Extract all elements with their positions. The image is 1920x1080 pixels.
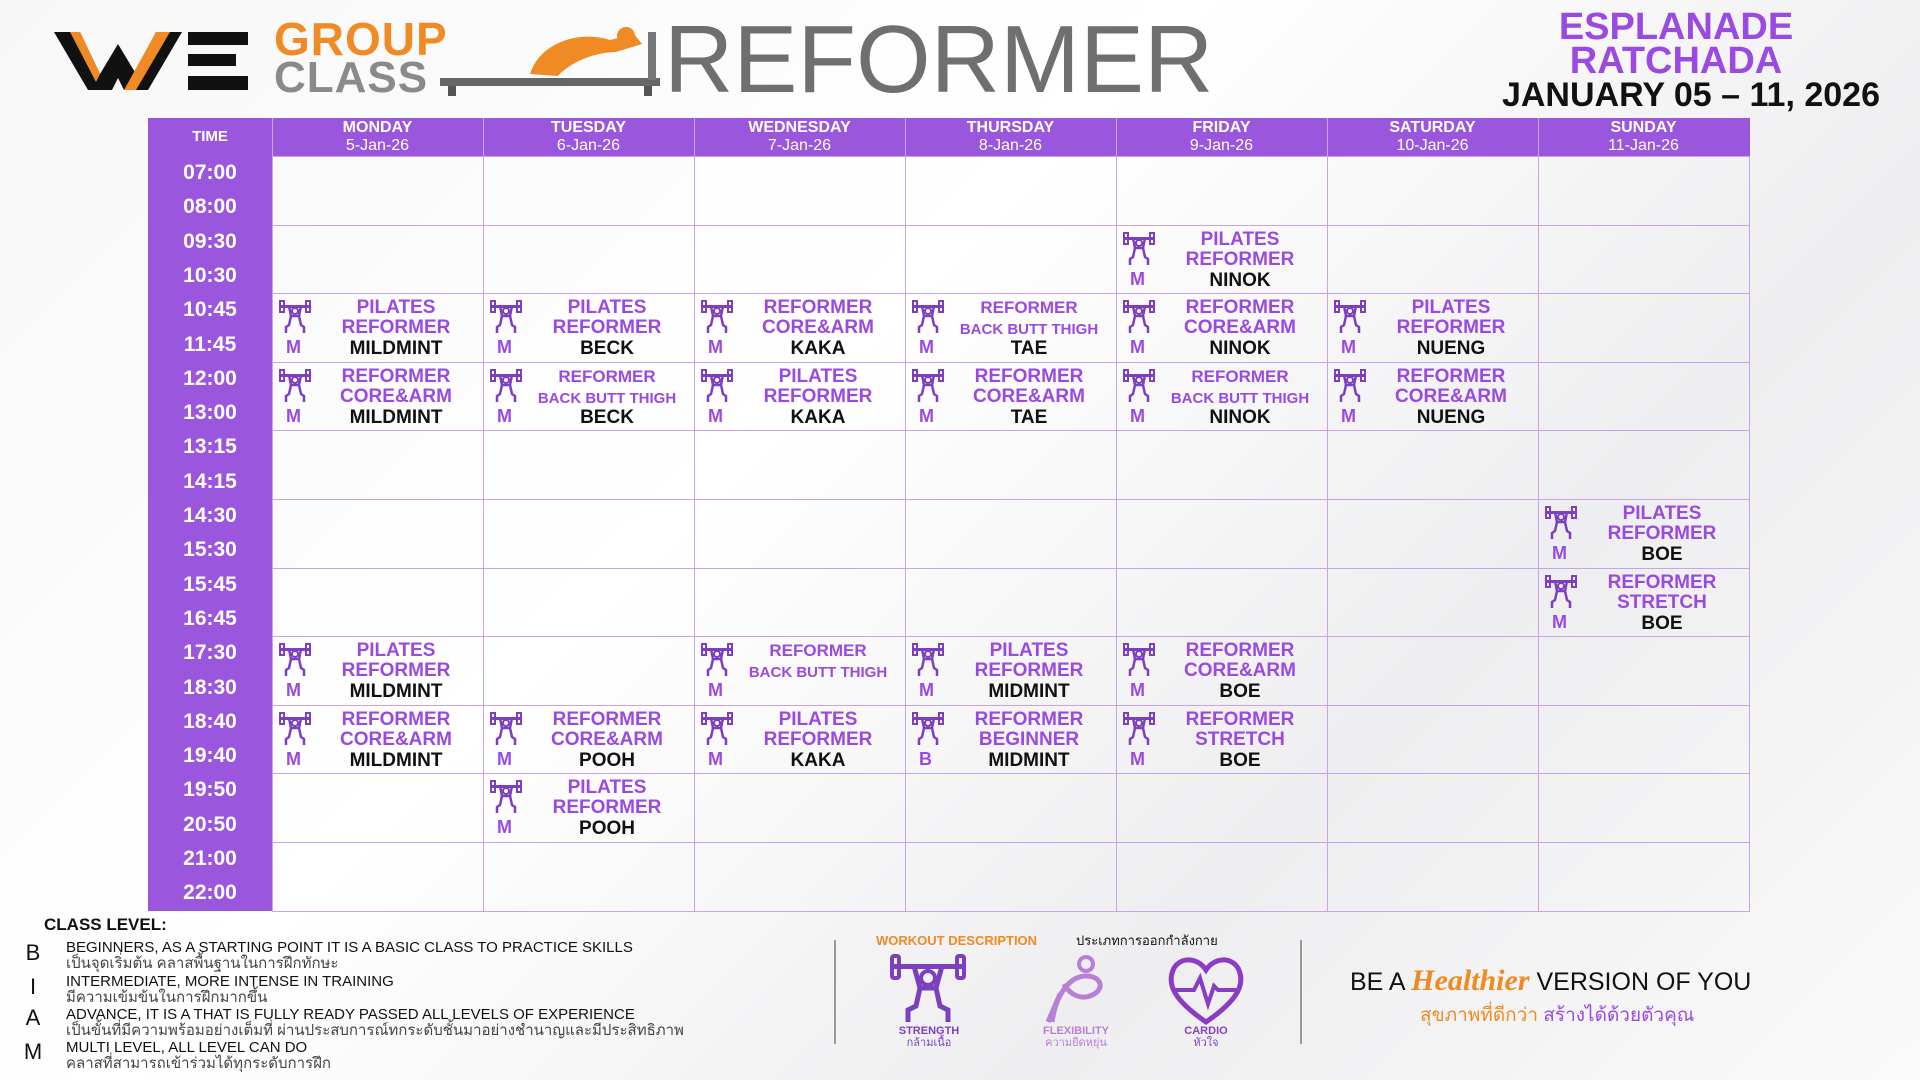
time-end-label: 19:40 [183, 744, 237, 768]
class-title-line1: PILATES [1200, 228, 1280, 250]
strength-icon [278, 712, 312, 746]
strength-icon [1122, 369, 1156, 403]
time-end-label: 20:50 [183, 812, 237, 836]
strength-icon [489, 712, 523, 746]
strength-icon [1122, 712, 1156, 746]
level-letter-m: M [23, 1039, 43, 1064]
day-header-monday [272, 118, 482, 156]
day-name: FRIDAY [1192, 119, 1251, 136]
class-title-line2: BACK BUTT THIGH [748, 664, 888, 682]
cardio-label-th: หัวใจ [1193, 1037, 1219, 1049]
day-header-tuesday [483, 118, 693, 156]
brand-reformer-text: REFORMER [664, 6, 1214, 113]
day-header-friday [1116, 118, 1326, 156]
reformer-machine-icon [420, 22, 680, 98]
class-title-line1: REFORMER [974, 365, 1084, 387]
tagline-th [1420, 1004, 1694, 1028]
class-title-line2: REFORMER [1185, 248, 1295, 270]
class-level-badge: M [1341, 337, 1356, 358]
strength-icon [911, 369, 945, 403]
trainer-name: MIDMINT [988, 749, 1070, 771]
class-level-badge: M [286, 748, 301, 769]
grid-row-line [272, 568, 1750, 569]
time-start-label: 14:30 [183, 504, 237, 527]
trainer-name: MILDMINT [349, 749, 443, 771]
class-level-badge: M [497, 337, 512, 358]
class-title-line1: PILATES [356, 640, 436, 662]
class-title-line1: REFORMER [769, 641, 867, 661]
class-cell[interactable] [1116, 293, 1326, 361]
time-start-label: 21:00 [183, 847, 237, 870]
class-cell[interactable] [1116, 705, 1326, 773]
class-level-badge: B [919, 748, 932, 769]
class-title-line1: PILATES [778, 708, 858, 730]
day-date: 11-Jan-26 [1608, 137, 1679, 154]
time-start-label: 09:30 [183, 229, 237, 253]
class-cell[interactable] [483, 362, 693, 430]
class-cell[interactable] [1116, 636, 1326, 704]
class-title-line1: PILATES [567, 297, 647, 319]
grid-column-line [272, 156, 273, 911]
class-title-line1: REFORMER [974, 708, 1084, 730]
time-end-label: 13:00 [183, 401, 237, 425]
timetable-header [148, 118, 1750, 156]
class-title-line2: REFORMER [341, 660, 451, 682]
class-level-badge: M [1130, 268, 1145, 289]
trainer-name: BECK [580, 338, 634, 360]
class-cell[interactable] [905, 636, 1115, 704]
flexibility-icon [1034, 954, 1118, 1026]
class-cell[interactable] [1116, 225, 1326, 293]
class-title-line1: REFORMER [980, 298, 1078, 318]
strength-icon [911, 300, 945, 334]
level-letter-i: I [29, 974, 37, 999]
tagline-en [1350, 966, 1751, 997]
trainer-name: POOH [579, 818, 635, 840]
day-header-sunday [1538, 118, 1748, 156]
class-level-badge: M [286, 405, 301, 426]
day-date: 10-Jan-26 [1396, 137, 1469, 154]
day-name: TUESDAY [551, 119, 626, 136]
class-title-line2: REFORMER [1396, 317, 1506, 339]
time-start-label: 10:45 [183, 298, 237, 322]
class-cell[interactable] [1538, 499, 1748, 567]
strength-icon [700, 300, 734, 334]
day-date: 7-Jan-26 [767, 137, 832, 154]
day-header-thursday [905, 118, 1115, 156]
class-title-line1: REFORMER [1185, 708, 1295, 730]
trainer-name: BOE [1641, 612, 1683, 634]
strength-icon [278, 300, 312, 334]
time-end-label: 10:30 [183, 263, 237, 287]
class-title-line2: CORE&ARM [551, 728, 663, 750]
class-title-line2: BACK BUTT THIGH [537, 389, 677, 407]
class-title-line1: REFORMER [1185, 640, 1295, 662]
class-title-line2: REFORMER [974, 660, 1084, 682]
class-title-line2: STRETCH [1617, 591, 1707, 613]
time-start-label: 15:45 [183, 572, 237, 596]
level-desc-th-b: เป็นจุดเริ่มต้น คลาสพื้นฐานในการฝึกทักษะ [66, 955, 339, 972]
day-name: WEDNESDAY [748, 119, 851, 136]
class-cell[interactable] [272, 705, 482, 773]
tagline-th-purple: สร้างได้ด้วยตัวคุณ [1543, 1005, 1695, 1026]
class-cell[interactable] [694, 636, 904, 704]
strength-icon [700, 643, 734, 677]
grid-column-line [694, 156, 695, 911]
time-start-label: 13:15 [183, 435, 237, 459]
brand-group-text: GROUP [274, 13, 448, 65]
class-cell[interactable] [905, 362, 1115, 430]
class-title-line1: REFORMER [552, 708, 662, 730]
day-date: 8-Jan-26 [978, 137, 1043, 154]
location-line2: RATCHADA [1569, 40, 1783, 82]
grid-row-line [272, 156, 1750, 157]
we-logo [52, 24, 252, 94]
class-title-line2: REFORMER [763, 728, 873, 750]
class-level-badge: M [708, 405, 723, 426]
time-end-label: 14:15 [183, 469, 237, 493]
day-name: MONDAY [342, 119, 413, 136]
class-cell[interactable] [1116, 362, 1326, 430]
strength-label-th: กล้ามเนื้อ [906, 1037, 952, 1049]
class-cell[interactable] [905, 293, 1115, 361]
day-date: 9-Jan-26 [1189, 137, 1254, 154]
class-level-badge: M [919, 337, 934, 358]
time-end-label: 16:45 [183, 606, 237, 630]
class-title-line1: REFORMER [1607, 571, 1717, 593]
strength-icon [1333, 369, 1367, 403]
trainer-name: KAKA [790, 749, 846, 771]
trainer-name: KAKA [790, 338, 846, 360]
tagline-highlight: Healthier [1411, 964, 1530, 997]
time-end-label: 15:30 [183, 538, 237, 562]
tagline-th-orange: สุขภาพที่ดีกว่า [1420, 1005, 1539, 1026]
class-title-line2: CORE&ARM [1184, 660, 1296, 682]
grid-column-line [1327, 156, 1328, 911]
class-title-line2: BACK BUTT THIGH [1170, 389, 1310, 407]
class-cell[interactable] [1538, 568, 1748, 636]
grid-column-line [1749, 156, 1750, 911]
trainer-name: TAE [1010, 406, 1048, 428]
class-cell[interactable] [694, 362, 904, 430]
class-level-badge: M [1130, 680, 1145, 701]
level-desc-th-a: เป็นขั้นที่มีความพร้อมอย่างเต็มที่ ผ่านประสบการณ์ทกระดับชั้นมาอย่างชำนาญและมีประสิทธิภาพ [66, 1022, 684, 1039]
flexibility-label-th: ความยืดหยุ่น [1045, 1037, 1107, 1049]
class-level-badge: M [1552, 543, 1567, 563]
strength-icon [886, 954, 970, 1026]
level-letter-a: A [25, 1005, 41, 1030]
strength-icon [911, 712, 945, 746]
time-start-label: 07:00 [183, 161, 237, 184]
timetable [148, 118, 1750, 911]
grid-row-line [272, 430, 1750, 431]
class-cell[interactable] [483, 705, 693, 773]
class-title-line1: PILATES [989, 640, 1069, 662]
class-title-line2: CORE&ARM [1395, 385, 1507, 407]
strength-icon [1122, 300, 1156, 334]
time-header: TIME [192, 128, 228, 145]
trainer-name: BOE [1219, 749, 1261, 771]
level-desc-en-b: BEGINNERS, AS A STARTING POINT IT IS A BASIC CLASS TO PRACTICE SKILLS [66, 939, 633, 956]
class-title-line1: PILATES [567, 777, 647, 799]
class-title-line2: REFORMER [552, 317, 662, 339]
strength-icon [700, 369, 734, 403]
strength-label: STRENGTH [898, 1025, 960, 1037]
time-end-label: 11:45 [183, 332, 237, 356]
strength-icon [1122, 232, 1156, 266]
day-name: SUNDAY [1610, 119, 1677, 136]
trainer-name: NUENG [1416, 406, 1486, 428]
class-cell[interactable] [1327, 293, 1537, 361]
class-level-badge: M [286, 680, 301, 701]
time-start-label: 18:40 [183, 709, 237, 733]
class-level-badge: M [919, 405, 934, 426]
strength-icon [700, 712, 734, 746]
class-title-line1: REFORMER [558, 366, 656, 386]
class-title-line1: REFORMER [763, 297, 873, 319]
workout-description-title-th: ประเภทการออกกำลังกาย [1076, 933, 1218, 948]
footer-divider-left [834, 940, 836, 1044]
strength-icon [1333, 300, 1367, 334]
class-title-line2: REFORMER [763, 385, 873, 407]
cardio-icon [1164, 954, 1248, 1026]
class-level-badge: M [497, 748, 512, 769]
level-desc-th-i: มีความเข้มข้นในการฝึกมากขึ้น [66, 989, 268, 1006]
cardio-label: CARDIO [1184, 1025, 1228, 1037]
class-title-line2: BACK BUTT THIGH [959, 321, 1099, 339]
class-level-badge: M [1341, 405, 1356, 426]
trainer-name: NINOK [1209, 269, 1271, 291]
strength-icon [1122, 643, 1156, 677]
tagline-post: VERSION OF YOU [1536, 968, 1752, 996]
strength-icon [489, 300, 523, 334]
grid-column-line [905, 156, 906, 911]
class-level-badge: M [497, 817, 512, 838]
trainer-name: NINOK [1209, 406, 1271, 428]
class-title-line1: PILATES [1622, 503, 1702, 524]
class-level-badge: M [1130, 405, 1145, 426]
class-title-line1: REFORMER [341, 365, 451, 387]
class-cell[interactable] [483, 293, 693, 361]
class-level-badge: M [708, 680, 723, 701]
level-letter-b: B [25, 940, 41, 965]
date-range: JANUARY 05 – 11, 2026 [1501, 76, 1880, 114]
flexibility-label: FLEXIBILITY [1043, 1025, 1109, 1037]
class-level-badge: M [1130, 748, 1145, 769]
grid-row-line [272, 842, 1750, 843]
class-level-badge: M [497, 405, 512, 426]
time-column [148, 156, 272, 911]
trainer-name: TAE [1010, 338, 1048, 360]
day-header-saturday [1327, 118, 1537, 156]
trainer-name: BOE [1219, 681, 1261, 703]
grid-row-line [272, 911, 1750, 912]
day-header-wednesday [694, 118, 904, 156]
class-title-line2: REFORMER [341, 317, 451, 339]
class-level-badge: M [708, 337, 723, 358]
day-name: THURSDAY [966, 119, 1055, 136]
trainer-name: BECK [580, 406, 634, 428]
class-title-line1: PILATES [356, 297, 436, 319]
class-level-title: CLASS LEVEL: [44, 915, 167, 934]
level-desc-en-m: MULTI LEVEL, ALL LEVEL CAN DO [66, 1039, 308, 1056]
class-level-badge: M [1130, 337, 1145, 358]
class-level-badge: M [708, 748, 723, 769]
class-level-badge: M [286, 337, 301, 358]
strength-icon [1544, 575, 1578, 609]
time-start-label: 12:00 [183, 366, 237, 390]
grid-row-line [272, 499, 1750, 500]
strength-icon [489, 369, 523, 403]
class-title-line2: REFORMER [552, 797, 662, 819]
time-end-label: 18:30 [183, 675, 237, 699]
strength-icon [278, 369, 312, 403]
time-start-label: 17:30 [183, 641, 237, 665]
class-title-line1: REFORMER [1185, 297, 1295, 319]
day-name: SATURDAY [1389, 119, 1476, 136]
level-desc-en-a: ADVANCE, IT IS A THAT IS FULLY READY PASSED ALL LEVELS OF EXPERIENCE [66, 1006, 635, 1023]
trainer-name: MILDMINT [349, 406, 443, 428]
trainer-name: BOE [1641, 544, 1683, 565]
time-start-label: 19:50 [183, 778, 237, 802]
class-title-line2: CORE&ARM [973, 385, 1085, 407]
class-cell[interactable] [272, 293, 482, 361]
workout-description-title: WORKOUT DESCRIPTION [876, 933, 1038, 948]
class-level-badge: M [1552, 611, 1567, 632]
class-cell[interactable] [483, 773, 693, 841]
class-title-line2: CORE&ARM [762, 317, 874, 339]
time-end-label: 08:00 [183, 195, 237, 219]
level-desc-en-i: INTERMEDIATE, MORE INTENSE IN TRAINING [66, 973, 394, 990]
trainer-name: MILDMINT [349, 338, 443, 360]
tagline-pre: BE A [1350, 968, 1405, 996]
class-cell[interactable] [694, 705, 904, 773]
strength-icon [489, 780, 523, 814]
strength-icon [278, 643, 312, 677]
day-date: 5-Jan-26 [345, 137, 410, 154]
class-title-line2: CORE&ARM [1184, 317, 1296, 339]
class-title-line2: STRETCH [1195, 728, 1285, 750]
trainer-name: POOH [579, 749, 635, 771]
class-level-badge: M [919, 680, 934, 701]
class-cell[interactable] [905, 705, 1115, 773]
class-title-line2: CORE&ARM [340, 385, 452, 407]
class-title-line2: CORE&ARM [340, 728, 452, 750]
trainer-name: NINOK [1209, 338, 1271, 360]
class-title-line1: REFORMER [1191, 366, 1289, 386]
class-cell[interactable] [272, 362, 482, 430]
strength-icon [1544, 506, 1578, 540]
class-cell[interactable] [1327, 362, 1537, 430]
class-title-line1: PILATES [778, 365, 858, 387]
class-title-line1: REFORMER [341, 708, 451, 730]
trainer-name: MIDMINT [988, 681, 1070, 703]
trainer-name: MILDMINT [349, 681, 443, 703]
class-cell[interactable] [272, 636, 482, 704]
class-title-line2: BEGINNER [978, 728, 1080, 750]
trainer-name: NUENG [1416, 338, 1486, 360]
class-cell[interactable] [694, 293, 904, 361]
grid-row-line [272, 225, 1750, 226]
class-title-line1: PILATES [1411, 297, 1491, 319]
day-date: 6-Jan-26 [556, 137, 621, 154]
trainer-name: KAKA [790, 406, 846, 428]
class-title-line1: REFORMER [1396, 365, 1506, 387]
class-title-line2: REFORMER [1607, 523, 1717, 544]
location-line1: ESPLANADE [1558, 6, 1794, 48]
level-desc-th-m: คลาสที่สามารถเข้าร่วมได้ทุกระดับการฝึก [66, 1055, 331, 1072]
footer-divider-right [1300, 940, 1302, 1044]
strength-icon [911, 643, 945, 677]
brand-class-text: CLASS [274, 53, 429, 102]
time-end-label: 22:00 [183, 881, 237, 905]
